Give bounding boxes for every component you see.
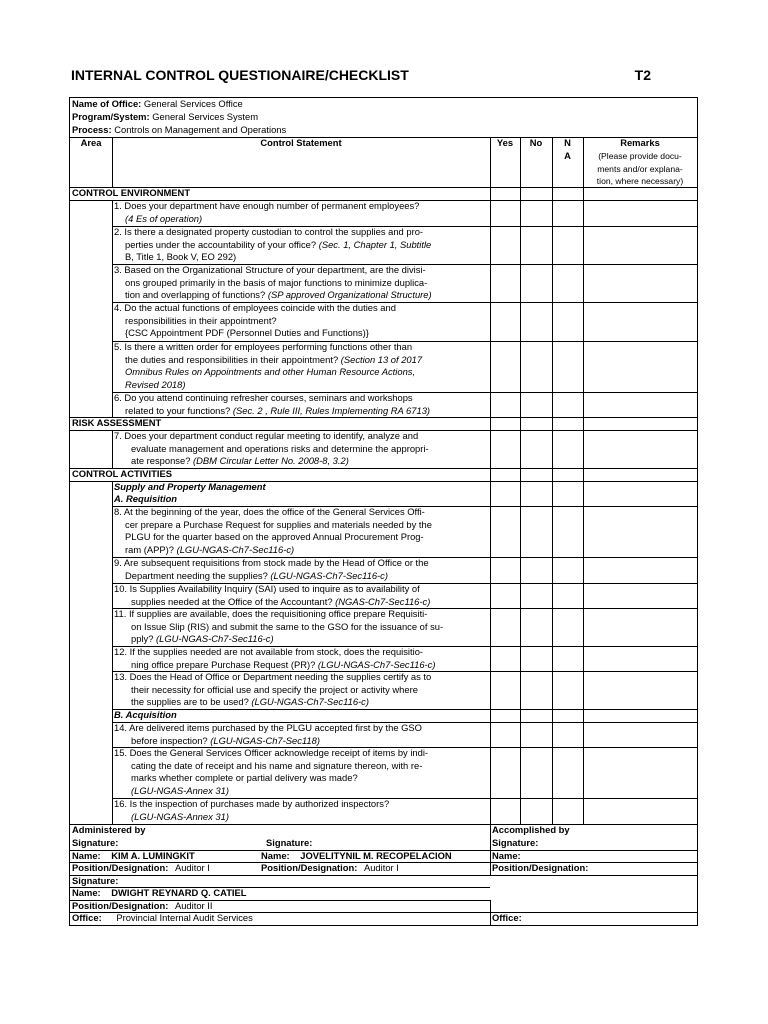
process-row bbox=[72, 124, 286, 137]
remarks-note-2: ments and/or explana- bbox=[597, 164, 683, 174]
rule bbox=[70, 824, 697, 825]
admin2-name-row: Name: JOVELITYNIL M. RECOPELACION bbox=[261, 850, 452, 861]
remarks-note-1: (Please provide docu- bbox=[598, 151, 682, 161]
rule bbox=[520, 137, 521, 824]
program-value: General Services System bbox=[152, 111, 259, 122]
process-value: Controls on Management and Operations bbox=[114, 124, 287, 135]
subsection-requisition: A. Requisition bbox=[114, 493, 178, 504]
admin3-name-row: Name: DWIGHT REYNARD Q. CATIEL bbox=[72, 887, 247, 898]
admin2-position-row: Position/Designation: Auditor I bbox=[261, 862, 399, 873]
rule bbox=[70, 875, 697, 876]
rule bbox=[112, 200, 113, 417]
question-9: 9. Are subsequent requisitions from stock made by the Head of Office or the Department needing the supplies? (LGU-NGAS-Ch7-Sec116-c) bbox=[114, 557, 429, 581]
question-3: 3. Based on the Organizational Structure of your department, are the divisi- ons grouped primarily in the basis of major functions to minimize duplica- tion and overlapping of functions? (SP approved Organizational Structure) bbox=[114, 264, 432, 300]
col-area: Area bbox=[80, 137, 102, 148]
accomplished-position-label: Position/Designation: bbox=[492, 862, 589, 873]
question-4: 4. Do the actual functions of employees coincide with the duties and responsibilities in their appointment? {CSC Appointment PDF (Personnel Duties and Functions)} bbox=[114, 302, 396, 338]
rule bbox=[112, 481, 113, 824]
question-15: 15. Does the General Services Officer acknowledge receipt of items by indi- cating the date of receipt and his name and signature thereon, with re- marks whether complete or partial delivery was made? (LGU-NGAS-Annex 31) bbox=[114, 747, 429, 796]
question-2: 2. Is there a designated property custodian to control the supplies and pro- perties under the accountability of your office? (Sec. 1, Chapter 1, Subtitle B, Title 1, Book V, EO 292) bbox=[114, 226, 432, 262]
rule bbox=[583, 137, 584, 824]
office-footer-value: Provincial Internal Audit Services bbox=[116, 912, 253, 923]
admin2-position: Auditor I bbox=[363, 862, 399, 873]
remarks-note-3: tion, where necessary) bbox=[596, 176, 684, 186]
form-code: T2 bbox=[634, 67, 651, 83]
checklist-form bbox=[69, 97, 698, 926]
program-row bbox=[72, 111, 258, 124]
accomplished-by-label: Accomplished by bbox=[492, 824, 570, 835]
question-11: 11. If supplies are available, does the requisitioning office prepare Requisiti- on Issue Slip (RIS) and submit the same to the GSO for the issuance of su- pply? (LGU-NGAS-Ch7-Sec116-c) bbox=[114, 608, 444, 644]
col-no: No bbox=[529, 137, 543, 148]
question-5: 5. Is there a written order for employees performing functions other than the duties and responsibilities in their appointment? (Section 13 of 2017 Omnibus Rules on Appointments and other Human Resource Actions, Revised 2018) bbox=[114, 341, 423, 390]
accomplished-name-label: Name: bbox=[492, 850, 521, 861]
question-16: 16. Is the inspection of purchases made by authorized inspectors? (LGU-NGAS-Annex 31) bbox=[114, 798, 390, 822]
col-remarks: Remarks bbox=[620, 137, 660, 148]
program-label: Program/System: bbox=[72, 111, 150, 122]
question-8: 8. At the beginning of the year, does the office of the General Services Offi- cer prepare a Purchase Request for supplies and materials needed by the PLGU for the quarter based on the approved Annual Procurement Prog- ram (APP)? (LGU-NGAS-Ch7-Sec116-c) bbox=[114, 506, 432, 555]
admin3-position-row: Position/Designation: Auditor II bbox=[72, 900, 213, 911]
signature-label-1: Signature: bbox=[72, 837, 119, 848]
question-7: 7. Does your department conduct regular meeting to identify, analyze and evaluate management and operations risks and determine the appropri- ate response? (DBM Circular Letter No. 2008-8, 3.2) bbox=[114, 430, 429, 466]
accomplished-signature-label: Signature: bbox=[492, 837, 539, 848]
admin1-name-row: Name: KIM A. LUMINGKIT bbox=[72, 850, 195, 861]
col-statement: Control Statement bbox=[260, 137, 342, 148]
question-1: 1. Does your department have enough number of permanent employees? (4 Es of operation) bbox=[114, 200, 420, 224]
subsection-supply: Supply and Property Management bbox=[114, 481, 266, 492]
question-6: 6. Do you attend continuing refresher courses, seminars and workshops related to your functions? (Sec. 2 , Rule III, Rules Implementing RA 6713) bbox=[114, 392, 431, 416]
question-14: 14. Are delivered items purchased by the PLGU accepted first by the GSO before inspection? (LGU-NGAS-Ch7-Sec118) bbox=[114, 722, 422, 746]
col-na-2: A bbox=[564, 150, 571, 161]
col-yes: Yes bbox=[496, 137, 514, 148]
question-12: 12. If the supplies needed are not available from stock, does the requisitio- ning office prepare Purchase Request (PR)? (LGU-NGAS-Ch7-Sec116-c) bbox=[114, 646, 436, 670]
office-label: Name of Office: bbox=[72, 98, 142, 109]
admin2-name: JOVELITYNIL M. RECOPELACION bbox=[300, 850, 452, 861]
process-label: Process: bbox=[72, 124, 112, 135]
section-risk-assessment: RISK ASSESSMENT bbox=[72, 417, 162, 428]
rule bbox=[490, 137, 491, 875]
col-na-1: N bbox=[564, 137, 571, 148]
question-13: 13. Does the Head of Office or Department needing the supplies certify as to their necessity for official use and specify the project or activity where the supplies are to be used? (LGU-NGAS-Ch7-Sec116-c) bbox=[114, 671, 432, 707]
form-header bbox=[71, 67, 651, 83]
section-control-activities: CONTROL ACTIVITIES bbox=[72, 468, 173, 479]
accomplished-office-label: Office: bbox=[492, 912, 522, 923]
admin3-name: DWIGHT REYNARD Q. CATIEL bbox=[111, 887, 247, 898]
signature-label-3: Signature: bbox=[72, 875, 119, 886]
admin1-name: KIM A. LUMINGKIT bbox=[111, 850, 195, 861]
office-value: General Services Office bbox=[143, 98, 243, 109]
question-10: 10. Is Supplies Availability Inquiry (SAI) used to inquire as to availability of supplies needed at the Office of the Accountant? (NGAS-Ch7-Sec116-c) bbox=[114, 583, 431, 607]
rule bbox=[552, 137, 553, 824]
rule bbox=[112, 709, 697, 710]
admin3-position: Auditor II bbox=[174, 900, 213, 911]
office-row bbox=[72, 98, 243, 111]
section-control-environment: CONTROL ENVIRONMENT bbox=[72, 187, 191, 198]
administered-by-label: Administered by bbox=[72, 824, 146, 835]
subsection-acquisition: B. Acquisition bbox=[114, 709, 177, 720]
signature-label-2: Signature: bbox=[266, 837, 313, 848]
admin1-position-row: Position/Designation: Auditor I bbox=[72, 862, 210, 873]
rule bbox=[70, 417, 697, 418]
office-row-footer: Office: Provincial Internal Audit Services bbox=[72, 912, 253, 923]
admin1-position: Auditor I bbox=[174, 862, 210, 873]
form-title: INTERNAL CONTROL QUESTIONAIRE/CHECKLIST bbox=[71, 67, 409, 83]
rule bbox=[490, 900, 491, 925]
rule bbox=[112, 430, 113, 468]
